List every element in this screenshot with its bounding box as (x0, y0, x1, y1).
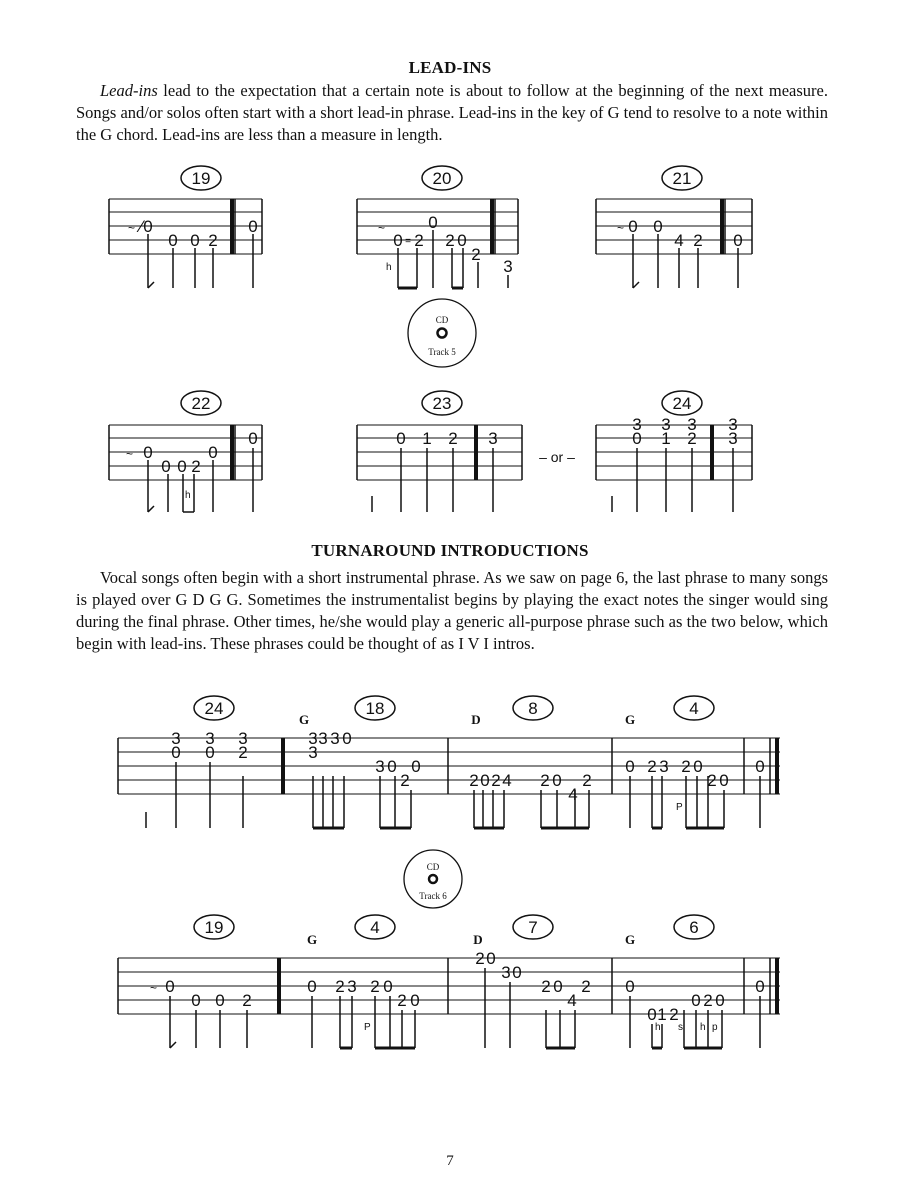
svg-text:0: 0 (393, 231, 403, 250)
svg-text:h: h (185, 490, 191, 501)
svg-text:~: ~ (378, 221, 386, 235)
svg-text:2: 2 (687, 429, 697, 448)
svg-text:0: 0 (632, 429, 642, 448)
svg-text:~: ~ (150, 981, 158, 995)
svg-text:0: 0 (512, 963, 522, 982)
svg-text:2: 2 (469, 771, 479, 790)
svg-text:4: 4 (568, 785, 578, 804)
svg-text:2: 2 (582, 771, 592, 790)
turnaround1-number-24: 24 (204, 699, 224, 718)
svg-text:2: 2 (448, 429, 458, 448)
svg-text:0: 0 (143, 443, 153, 462)
svg-text:h: h (700, 1022, 706, 1033)
svg-text:4: 4 (674, 231, 684, 250)
svg-text:2: 2 (707, 771, 717, 790)
chord-label-g: G (298, 712, 310, 727)
svg-text:2: 2 (681, 757, 691, 776)
svg-text:0: 0 (342, 729, 352, 748)
svg-text:3: 3 (488, 429, 498, 448)
svg-text:0: 0 (411, 757, 421, 776)
lead-ins-text: lead to the expectation that a certain note is about to follow at the beginning of the next measure. Songs and/or solos often start with a short lead-in phrase. Lead-ins in the key of G tend to resolve to a note within the G chord. Lead-ins are less than a measure in length. (76, 81, 828, 144)
svg-text:0: 0 (693, 757, 703, 776)
example-number-23: 23 (432, 394, 452, 413)
svg-text:1: 1 (422, 429, 432, 448)
svg-text:2: 2 (491, 771, 501, 790)
svg-text:~: ~ (126, 447, 134, 461)
svg-text:0: 0 (248, 217, 258, 236)
svg-text:2: 2 (397, 991, 407, 1010)
svg-text:4: 4 (502, 771, 512, 790)
svg-text:0: 0 (143, 217, 153, 236)
svg-text:0: 0 (171, 743, 181, 762)
turnaround2-number-19: 19 (204, 918, 224, 937)
svg-text:3: 3 (318, 729, 328, 748)
svg-text:P: P (364, 1022, 371, 1033)
svg-text:P: P (676, 802, 683, 813)
section-title-lead-ins: LEAD-INS (408, 58, 492, 77)
svg-text:3: 3 (171, 729, 181, 748)
example-number-22: 22 (191, 394, 211, 413)
svg-text:3: 3 (661, 415, 671, 434)
svg-text:4: 4 (567, 991, 577, 1010)
svg-text:p: p (712, 1022, 718, 1033)
svg-text:0: 0 (625, 757, 635, 776)
svg-text:0: 0 (755, 757, 765, 776)
svg-text:0: 0 (457, 231, 467, 250)
svg-text:0: 0 (177, 457, 187, 476)
svg-text:3: 3 (687, 415, 697, 434)
svg-text:s: s (678, 1022, 683, 1033)
svg-text:0: 0 (486, 949, 496, 968)
svg-text:0: 0 (552, 771, 562, 790)
svg-text:3: 3 (308, 729, 318, 748)
cd-label: CD (435, 315, 449, 325)
turnaround2-number-6: 6 (689, 918, 699, 937)
turnaround1-number-18: 18 (365, 699, 385, 718)
svg-text:~: ~ (128, 221, 136, 235)
svg-text:⁄: ⁄ (140, 217, 143, 236)
svg-text:0: 0 (190, 231, 200, 250)
example-number-19: 19 (191, 169, 211, 188)
svg-text:2: 2 (191, 457, 201, 476)
svg-text:3: 3 (501, 963, 511, 982)
turnaround2-number-4: 4 (370, 918, 380, 937)
svg-text:2: 2 (242, 991, 252, 1010)
svg-text:0: 0 (691, 991, 701, 1010)
svg-text:0: 0 (205, 743, 215, 762)
cd-track-label: Track 6 (419, 891, 447, 901)
svg-text:2: 2 (475, 949, 485, 968)
svg-text:2: 2 (414, 231, 424, 250)
svg-text:h: h (655, 1022, 661, 1033)
svg-text:2: 2 (400, 771, 410, 790)
svg-text:2: 2 (647, 757, 657, 776)
svg-text:~: ~ (617, 221, 625, 235)
svg-text:0: 0 (719, 771, 729, 790)
svg-text:3: 3 (238, 729, 248, 748)
svg-text:0: 0 (248, 429, 258, 448)
turnaround2-number-7: 7 (528, 918, 538, 937)
svg-text:0: 0 (733, 231, 743, 250)
svg-text:2: 2 (238, 743, 248, 762)
svg-text:0: 0 (755, 977, 765, 996)
svg-text:2: 2 (471, 245, 481, 264)
svg-text:3: 3 (308, 743, 318, 762)
svg-text:0: 0 (161, 457, 171, 476)
svg-text:1: 1 (661, 429, 671, 448)
svg-text:3: 3 (347, 977, 357, 996)
chord-label-d: D (471, 712, 481, 727)
chord-label-g: G (624, 712, 636, 727)
section-title-turnaround: TURNAROUND INTRODUCTIONS (311, 541, 589, 560)
svg-text:2: 2 (581, 977, 591, 996)
svg-text:3: 3 (632, 415, 642, 434)
svg-text:3: 3 (330, 729, 340, 748)
svg-text:0: 0 (208, 443, 218, 462)
page-number: 7 (446, 1153, 454, 1169)
svg-text:0: 0 (653, 217, 663, 236)
svg-text:0: 0 (165, 977, 175, 996)
lead-ins-term: Lead-ins (100, 81, 158, 100)
chord-label-g: G (624, 932, 636, 947)
cd-label: CD (426, 862, 440, 872)
svg-text:0: 0 (387, 757, 397, 776)
cd-track-label: Track 5 (428, 347, 456, 357)
svg-text:2: 2 (703, 991, 713, 1010)
svg-text:0: 0 (396, 429, 406, 448)
svg-text:2: 2 (540, 771, 550, 790)
or-separator: – or – (539, 449, 575, 465)
svg-text:=: = (405, 236, 411, 247)
svg-text:3: 3 (659, 757, 669, 776)
svg-text:0: 0 (625, 977, 635, 996)
svg-text:h: h (386, 262, 392, 273)
example-number-24: 24 (672, 394, 692, 413)
svg-text:2: 2 (445, 231, 455, 250)
svg-text:1: 1 (657, 1005, 667, 1024)
svg-text:2: 2 (669, 1005, 679, 1024)
svg-text:0: 0 (307, 977, 317, 996)
example-number-21: 21 (672, 169, 692, 188)
svg-text:3: 3 (728, 429, 738, 448)
svg-text:0: 0 (480, 771, 490, 790)
example-number-20: 20 (432, 169, 452, 188)
svg-text:0: 0 (410, 991, 420, 1010)
svg-text:0: 0 (647, 1005, 657, 1024)
chord-label-d: D (473, 932, 483, 947)
svg-text:2: 2 (208, 231, 218, 250)
svg-text:0: 0 (553, 977, 563, 996)
svg-text:2: 2 (693, 231, 703, 250)
turnaround1-number-8: 8 (528, 699, 538, 718)
chord-label-g: G (306, 932, 318, 947)
turnaround1-number-4: 4 (689, 699, 699, 718)
svg-text:0: 0 (215, 991, 225, 1010)
svg-text:2: 2 (370, 977, 380, 996)
svg-text:3: 3 (375, 757, 385, 776)
svg-text:3: 3 (728, 415, 738, 434)
svg-text:0: 0 (191, 991, 201, 1010)
svg-text:0: 0 (428, 213, 438, 232)
svg-text:3: 3 (503, 257, 513, 276)
svg-text:3: 3 (205, 729, 215, 748)
svg-text:2: 2 (541, 977, 551, 996)
svg-text:0: 0 (383, 977, 393, 996)
svg-text:2: 2 (335, 977, 345, 996)
svg-text:0: 0 (628, 217, 638, 236)
svg-text:0: 0 (168, 231, 178, 250)
turnaround-text: Vocal songs often begin with a short instrumental phrase. As we saw on page 6, the last phrase to many songs is played over G D G G. Sometimes the instrumentalist begins by playing the exact notes the singer would sing during the final phrase. Other times, he/she would play a generic all-purpose phrase such as the two below, which begin with lead-ins. These phrases could be thought of as I V I intros. (76, 568, 828, 653)
svg-text:0: 0 (715, 991, 725, 1010)
